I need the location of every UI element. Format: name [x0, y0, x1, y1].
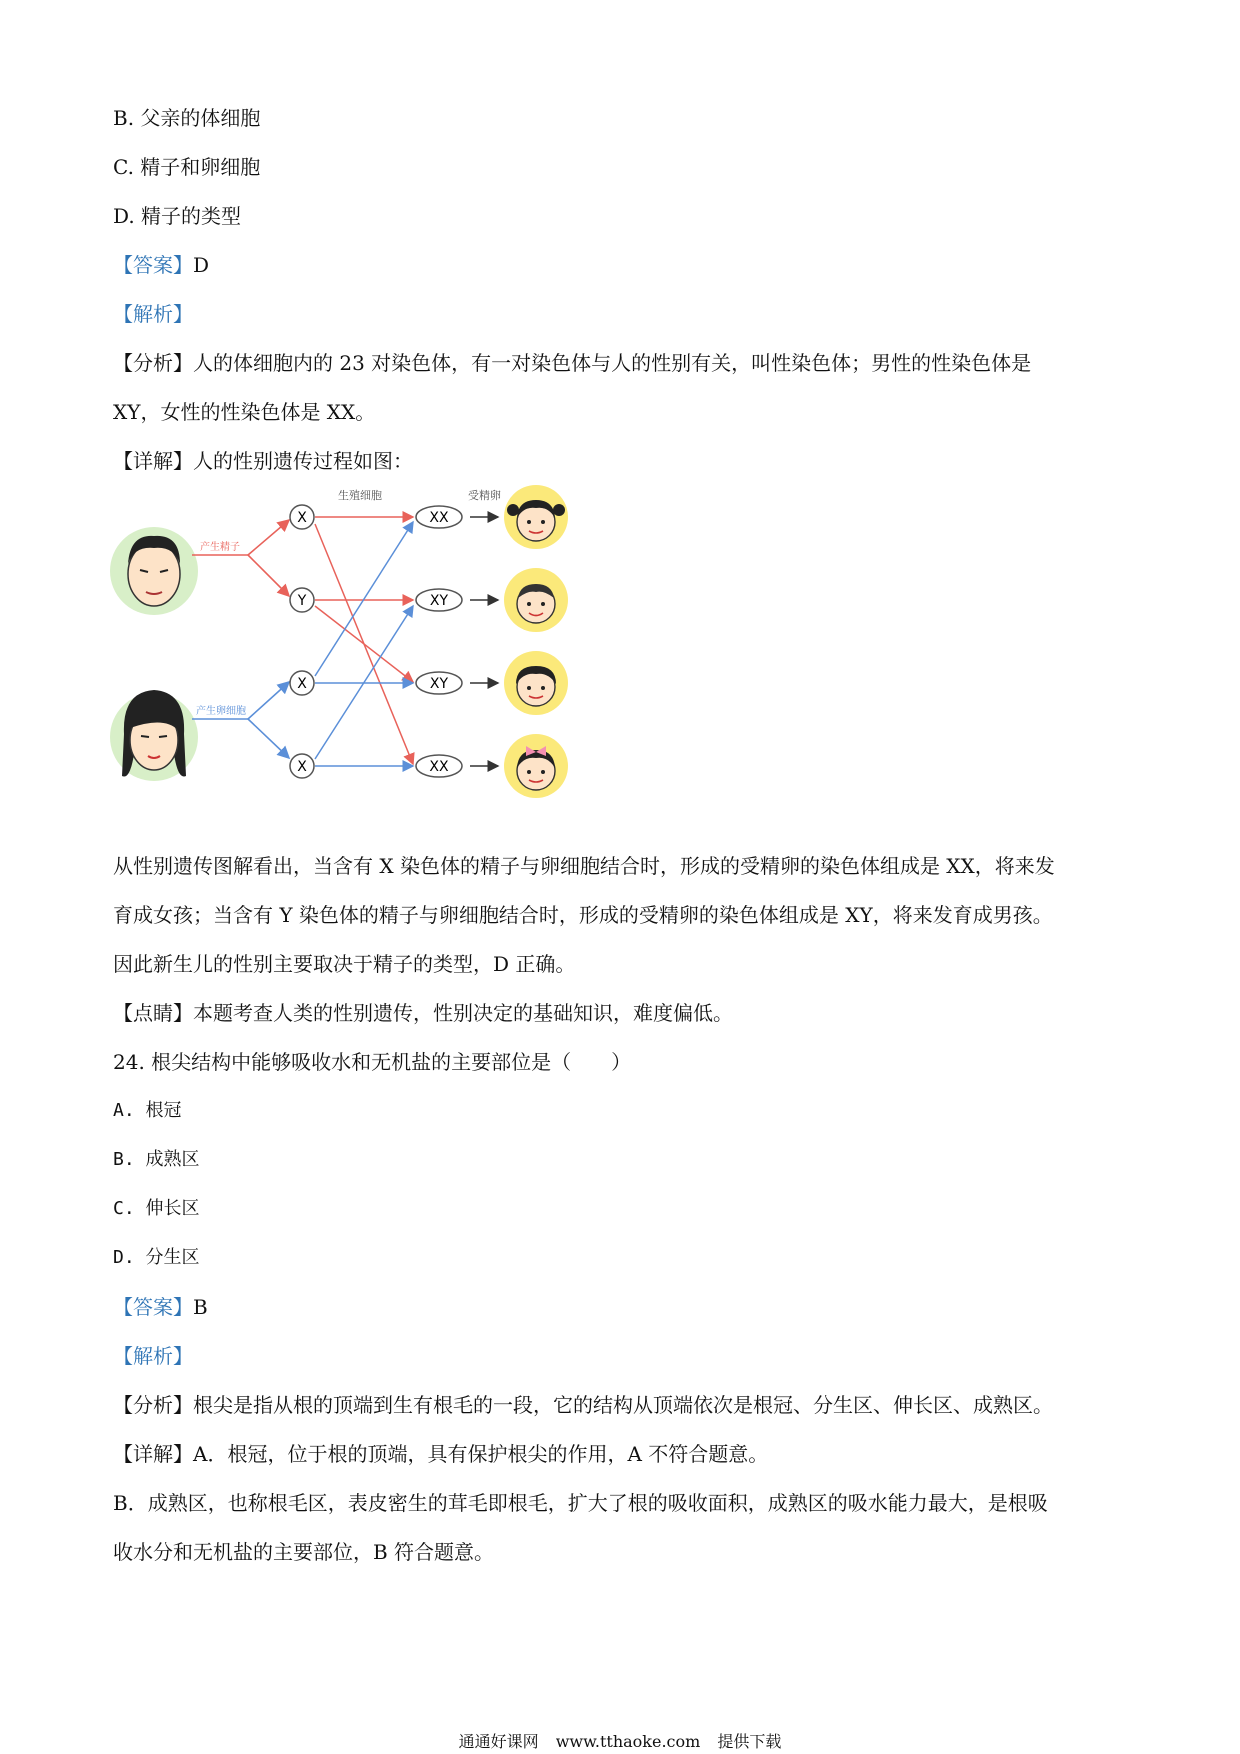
- analysis-heading-1: [113, 301, 193, 327]
- svg-text:X: X: [297, 759, 307, 775]
- analysis-tag: 【解析】: [113, 302, 193, 326]
- question-24: 24. 根尖结构中能够吸收水和无机盐的主要部位是（ ）: [113, 1050, 632, 1074]
- option-a: A. 根冠: [113, 1100, 182, 1121]
- detail-line: 育成女孩；当含有 Y 染色体的精子与卵细胞结合时，形成的受精卵的染色体组成是 XY，将来发育成男孩。: [113, 903, 1053, 927]
- sex-inheritance-diagram: [108, 484, 648, 834]
- mother-face-icon: [110, 690, 198, 781]
- option-d: D. 分生区: [113, 1247, 200, 1268]
- answer-value: D: [193, 253, 210, 277]
- sperm-cell-y: [290, 588, 314, 612]
- zygote-xy: [416, 589, 462, 611]
- egg-cell-x: [290, 754, 314, 778]
- answer-line-2: [113, 1294, 208, 1320]
- analysis-line: 【分析】根尖是指从根的顶端到生有根毛的一段，它的结构从顶端依次是根冠、分生区、伸长区、成熟区。: [113, 1393, 1053, 1417]
- answer-tag: 【答案】: [113, 1295, 193, 1319]
- girl-face-icon: [504, 734, 568, 798]
- boy-face-icon: [504, 651, 568, 715]
- girl-face-icon: [504, 485, 568, 549]
- answer-tag: 【答案】: [113, 253, 193, 277]
- page-footer: [0, 1729, 1240, 1752]
- svg-text:XY: XY: [429, 676, 449, 692]
- footer-site: 通通好课网: [458, 1732, 539, 1751]
- produce-egg-label: 产生卵细胞: [196, 706, 246, 717]
- svg-text:XY: XY: [429, 593, 449, 609]
- svg-text:XX: XX: [429, 510, 449, 526]
- detail-line: 从性别遗传图解看出，当含有 X 染色体的精子与卵细胞结合时，形成的受精卵的染色体组成是 XX，将来发: [113, 854, 1055, 878]
- father-face-icon: [110, 527, 198, 615]
- analysis-line: 【分析】人的体细胞内的 23 对染色体，有一对染色体与人的性别有关，叫性染色体；男性的性染色体是: [113, 351, 1032, 375]
- zygote-xy: [416, 672, 462, 694]
- sperm-cell-x: [290, 505, 314, 529]
- svg-text:X: X: [297, 676, 307, 692]
- analysis-line: XY，女性的性染色体是 XX。: [113, 400, 376, 424]
- svg-text:Y: Y: [297, 593, 307, 609]
- svg-text:XX: XX: [429, 759, 449, 775]
- analysis-heading-2: [113, 1343, 193, 1369]
- germ-cells-label: 生殖细胞: [338, 489, 382, 502]
- comment-line: 【点睛】本题考查人类的性别遗传，性别决定的基础知识，难度偏低。: [113, 1001, 733, 1025]
- detail-line: 【详解】人的性别遗传过程如图：: [113, 449, 413, 473]
- footer-note: 提供下载: [717, 1732, 782, 1751]
- answer-value: B: [193, 1295, 208, 1319]
- option-b: B. 父亲的体细胞: [113, 106, 261, 130]
- egg-cell-x: [290, 671, 314, 695]
- detail-line: B．成熟区，也称根毛区，表皮密生的茸毛即根毛，扩大了根的吸收面积，成熟区的吸水能力最大，是根吸: [113, 1491, 1048, 1515]
- option-c: C. 精子和卵细胞: [113, 155, 261, 179]
- option-b: B. 成熟区: [113, 1149, 200, 1170]
- boy-face-icon: [504, 568, 568, 632]
- option-c: C. 伸长区: [113, 1198, 200, 1219]
- footer-url[interactable]: www.tthaoke.com: [555, 1732, 701, 1751]
- option-d: D. 精子的类型: [113, 204, 242, 228]
- detail-line: 【详解】A．根冠，位于根的顶端，具有保护根尖的作用，A 不符合题意。: [113, 1442, 769, 1466]
- detail-line: 收水分和无机盐的主要部位，B 符合题意。: [113, 1540, 495, 1564]
- analysis-tag: 【解析】: [113, 1344, 193, 1368]
- zygote-xx: [416, 506, 462, 528]
- zygote-label: 受精卵: [468, 489, 501, 502]
- produce-sperm-label: 产生精子: [200, 542, 240, 553]
- zygote-xx: [416, 755, 462, 777]
- detail-line: 因此新生儿的性别主要取决于精子的类型，D 正确。: [113, 952, 576, 976]
- svg-text:X: X: [297, 510, 307, 526]
- answer-line-1: [113, 252, 209, 278]
